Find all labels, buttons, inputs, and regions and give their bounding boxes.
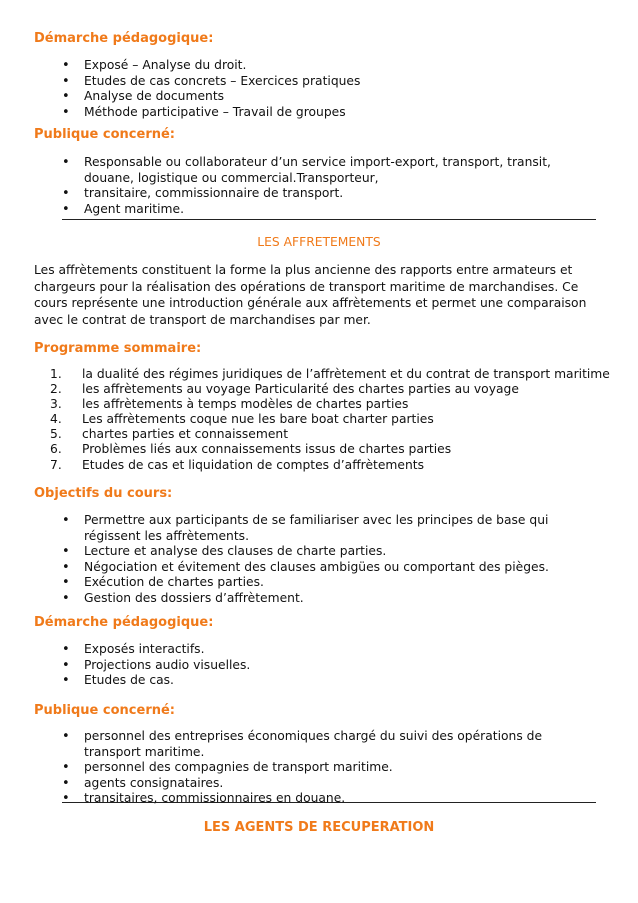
programme-list bbox=[50, 367, 610, 473]
affretements-intro: Les affrètements constituent la forme la plus ancienne des rapports entre armateurs et chargeurs pour la réalisation des opérations de transport maritime de marchandises. Ce cours représente une introduction générale aux affrètements et permet une comparaison avec le contrat de transport de marchandises par mer. bbox=[34, 263, 587, 327]
list-item: 5. chartes parties et connaissement bbox=[50, 427, 289, 442]
demarche-list-1 bbox=[62, 58, 602, 120]
public-list-1 bbox=[62, 155, 602, 217]
list-item: • Analyse de documents bbox=[62, 89, 602, 105]
list-item: • Méthode participative – Travail de groupes bbox=[62, 105, 602, 121]
demarche-list-2 bbox=[62, 642, 602, 689]
demarche-heading-2: Démarche pédagogique: bbox=[34, 615, 214, 630]
list-item: • Exposés interactifs. bbox=[62, 642, 602, 658]
list-item: 2. les affrètements au voyage Particularité des chartes parties au voyage bbox=[50, 382, 519, 397]
agents-title: LES AGENTS DE RECUPERATION bbox=[203, 820, 435, 835]
public-heading-1: Publique concerné: bbox=[34, 127, 176, 142]
list-item: 4. Les affrètements coque nue les bare boat charter parties bbox=[50, 412, 434, 427]
public-list-2 bbox=[62, 729, 602, 807]
list-item: • Responsable ou collaborateur d’un service import-export, transport, transit, douane, logistique ou commercial.Transporteur, bbox=[62, 155, 602, 186]
list-item: • Exécution de chartes parties. bbox=[62, 575, 602, 591]
programme-heading: Programme sommaire: bbox=[34, 341, 202, 356]
objectifs-heading: Objectifs du cours: bbox=[34, 486, 173, 501]
list-item: • Exposé – Analyse du droit. bbox=[62, 58, 602, 74]
demarche-heading-1: Démarche pédagogique: bbox=[34, 31, 214, 46]
list-item: • personnel des compagnies de transport maritime. bbox=[62, 760, 602, 776]
section-divider bbox=[62, 219, 596, 220]
list-item: 3. les affrètements à temps modèles de chartes parties bbox=[50, 397, 409, 412]
list-item: • personnel des entreprises économiques chargé du suivi des opérations de transport maritime. bbox=[62, 729, 602, 760]
list-item: • Gestion des dossiers d’affrètement. bbox=[62, 591, 602, 607]
list-item: • agents consignataires. bbox=[62, 776, 602, 792]
list-item: • Projections audio visuelles. bbox=[62, 658, 602, 674]
list-item: 7. Etudes de cas et liquidation de comptes d’affrètements bbox=[50, 457, 424, 472]
public-heading-2: Publique concerné: bbox=[34, 703, 176, 718]
list-item: • Agent maritime. bbox=[62, 202, 602, 218]
list-item: 1. la dualité des régimes juridiques de l’affrètement et du contrat de transport maritime bbox=[50, 367, 610, 381]
list-item: • transitaires, commissionnaires en douane. bbox=[62, 791, 602, 807]
list-item: • transitaire, commissionnaire de transport. bbox=[62, 186, 602, 202]
list-item: • Permettre aux participants de se familiariser avec les principes de base qui régissent les affrètements. bbox=[62, 513, 602, 544]
list-item: • Négociation et évitement des clauses ambigües ou comportant des pièges. bbox=[62, 560, 602, 576]
list-item: • Lecture et analyse des clauses de charte parties. bbox=[62, 544, 602, 560]
section-divider bbox=[62, 802, 596, 803]
affretements-title: LES AFFRETEMENTS bbox=[257, 235, 381, 249]
list-item: • Etudes de cas concrets – Exercices pratiques bbox=[62, 74, 602, 90]
list-item: 6. Problèmes liés aux connaissements issus de chartes parties bbox=[50, 442, 452, 457]
objectifs-list bbox=[62, 513, 602, 606]
list-item: • Etudes de cas. bbox=[62, 673, 602, 689]
